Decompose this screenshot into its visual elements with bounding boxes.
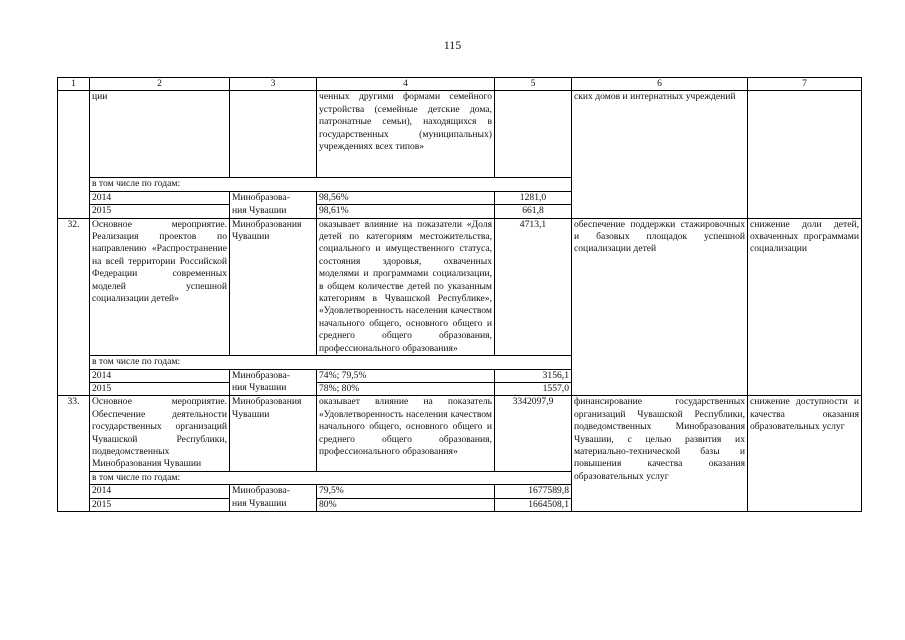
- risk-cell: снижение доступности и качества оказания образовательных услуг: [748, 396, 862, 512]
- result-cell: обеспечение поддержки стажировочных и базовых площадок успешной социализации детей: [572, 218, 748, 396]
- amount-cell: 1664508,1: [495, 498, 572, 511]
- value-cell: 98,61%: [317, 205, 495, 218]
- executor-cell: Минобразования Чувашии: [230, 218, 317, 355]
- activity-cell: Основное мероприятие. Реализация проектов по направлению «Распространение на всей территории Российской Федерации современных моделей успешной социализации детей»: [90, 218, 230, 355]
- risk-cell: [748, 91, 862, 218]
- executor-cell: ния Чувашии: [230, 498, 317, 511]
- value-cell: 80%: [317, 498, 495, 511]
- column-number: 4: [317, 78, 495, 91]
- table-row: [58, 218, 862, 355]
- risk-cell: снижение доли детей, охваченных программами социализации: [748, 218, 862, 396]
- row-number-cell: 32.: [58, 218, 90, 396]
- amount-cell: 1281,0: [495, 191, 572, 204]
- result-cell: финансирование государственных организаций Чувашской Республики, подведомственных Минобразования Чувашии, с целью развития их материально-технической базы и повышения качества оказания образовательных услуг: [572, 396, 748, 512]
- by-years-label: в том числе по годам:: [90, 471, 572, 484]
- year-cell: 2014: [90, 369, 230, 382]
- program-table: [57, 77, 862, 512]
- year-cell: 2015: [90, 498, 230, 511]
- by-years-label: в том числе по годам:: [90, 178, 572, 191]
- amount-cell: 3342097,9: [495, 396, 572, 471]
- activity-cell: ции: [90, 91, 230, 178]
- executor-cell: ния Чувашии: [230, 382, 317, 395]
- amount-cell: [495, 91, 572, 178]
- column-number-row: [58, 78, 862, 91]
- amount-cell: 4713,1: [495, 218, 572, 355]
- executor-cell: ния Чувашии: [230, 205, 317, 218]
- year-cell: 2014: [90, 191, 230, 204]
- executor-cell: [230, 91, 317, 178]
- activity-cell: Основное мероприятие. Обеспечение деятельности государственных организаций Чувашской Республики, подведомственных Минобразования Чувашии: [90, 396, 230, 471]
- year-cell: 2015: [90, 382, 230, 395]
- result-cell: ских домов и интернатных учреждений: [572, 91, 748, 218]
- executor-cell: Минобразова-: [230, 191, 317, 204]
- value-cell: 98,56%: [317, 191, 495, 204]
- row-number-cell: 33.: [58, 396, 90, 512]
- amount-cell: 661,8: [495, 205, 572, 218]
- executor-cell: Минобразова-: [230, 369, 317, 382]
- row-number-cell: [58, 91, 90, 218]
- column-number: 6: [572, 78, 748, 91]
- indicator-cell: оказывает влияние на показатели «Доля детей по категориям местожительства, социального и имущественного статуса, состояния здоровья, охваченных моделями и программами социализации, в общем количестве детей по указанным категориям в Чувашской Республике», «Удовлетворенность населения качеством начального общего, основного общего и среднего общего образования, профессионального образования»: [317, 218, 495, 355]
- value-cell: 78%; 80%: [317, 382, 495, 395]
- year-cell: 2015: [90, 205, 230, 218]
- value-cell: 79,5%: [317, 485, 495, 498]
- column-number: 2: [90, 78, 230, 91]
- page-number: 115: [443, 38, 462, 52]
- by-years-label: в том числе по годам:: [90, 356, 572, 369]
- executor-cell: Минобразования Чувашии: [230, 396, 317, 471]
- column-number: 1: [58, 78, 90, 91]
- table-row: [58, 396, 862, 471]
- value-cell: 74%; 79,5%: [317, 369, 495, 382]
- amount-cell: 3156,1: [495, 369, 572, 382]
- year-cell: 2014: [90, 485, 230, 498]
- column-number: 5: [495, 78, 572, 91]
- indicator-cell: оказывает влияние на показатель «Удовлетворенность населения качеством начального общего, основного общего и среднего общего образования, профессионального образования»: [317, 396, 495, 471]
- executor-cell: Минобразова-: [230, 485, 317, 498]
- table-row: [58, 91, 862, 178]
- amount-cell: 1677589,8: [495, 485, 572, 498]
- column-number: 7: [748, 78, 862, 91]
- amount-cell: 1557,0: [495, 382, 572, 395]
- indicator-cell: ченных другими формами семейного устройства (семейные детские дома, патронатные семьи), находящихся в государственных (муниципальных) учреждениях всех типов»: [317, 91, 495, 178]
- column-number: 3: [230, 78, 317, 91]
